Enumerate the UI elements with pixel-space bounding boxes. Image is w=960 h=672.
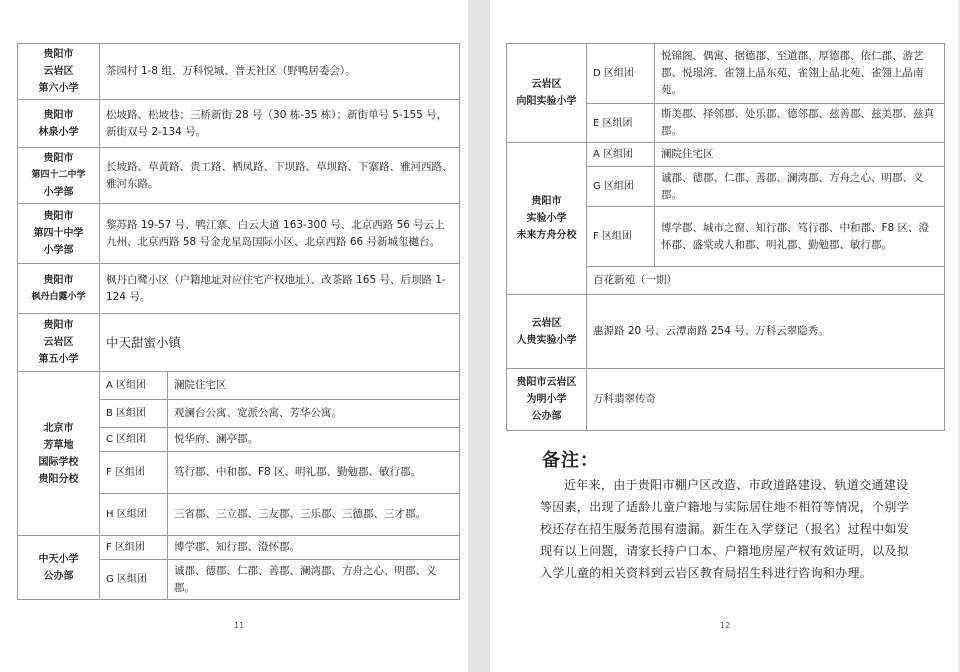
service-area: 诚郡、德郡、仁郡、善郡、澜湾郡、方舟之心、明郡、义郡。 xyxy=(655,167,945,207)
service-area: 黎苏路 19-57 号、鸭江寨、白云大道 163-300 号、北京西路 56 号云上九州、北京西路 58 号金龙星岛国际小区、北京西路 66 号新城玺樾台。 xyxy=(100,204,460,264)
group-label: F 区组团 xyxy=(100,536,168,560)
service-area: 笃行郡、中和郡、F8 区、明礼郡、勤勉郡、敏行郡。 xyxy=(168,452,460,494)
page-number: 11 xyxy=(234,621,245,630)
service-area: 松坡路、松坡巷；三桥新街 28 号（30 栋-35 栋）；新街单号 5-155 号，新街双号 2-134 号。 xyxy=(100,100,460,148)
school-name: 贵阳市 林泉小学 xyxy=(18,100,100,148)
service-area: 惠源路 20 号、云潭南路 254 号、万科云翠隐秀。 xyxy=(587,295,945,369)
group-label: H 区组团 xyxy=(100,494,168,536)
service-area: 斯美郡、择邻郡、处乐郡、德邻郡、兹善郡、兹美郡、兹真郡。 xyxy=(655,104,945,143)
service-area: 茶园村 1-8 组、万科悦城、普天社区（野鸭居委会）。 xyxy=(100,44,460,100)
school-name: 贵阳市云岩区 为明小学 公办部 xyxy=(507,369,587,431)
service-area: 诚郡、德郡、仁郡、善郡、澜湾郡、方舟之心、明郡、义郡。 xyxy=(168,560,460,600)
group-label: F 区组团 xyxy=(100,452,168,494)
right-school-table xyxy=(506,43,945,431)
group-label: C 区组团 xyxy=(100,428,168,452)
school-name: 贵阳市 实验小学 未来方舟分校 xyxy=(507,143,587,295)
school-name: 北京市 芳草地 国际学校 贵阳分校 xyxy=(18,372,100,536)
school-name: 贵阳市 枫丹白露小学 xyxy=(18,264,100,314)
notes-text: 近年来，由于贵阳市棚户区改造、市政道路建设、轨道交通建设等因素，出现了适龄儿童户籍地与实际居住地不相符等情况，个别学校还存在招生服务范围有遗漏。新生在入学登记（报名）过程中如发现有以上问题，请家长持户口本、户籍地房屋产权有效证明，以及拟入学儿童的相关资料到云岩区教育局招生科进行咨询和办理。 xyxy=(540,478,910,580)
service-area: 澜院住宅区 xyxy=(655,143,945,167)
page-number: 12 xyxy=(720,621,731,630)
left-school-table xyxy=(17,43,460,600)
table-row xyxy=(18,100,460,148)
service-area-extra: 百花新苑（一期） xyxy=(587,267,945,295)
notes-title: 备注： xyxy=(542,450,599,471)
group-label: D 区组团 xyxy=(587,44,655,104)
school-name: 中天小学 公办部 xyxy=(18,536,100,600)
table-row xyxy=(18,204,460,264)
group-label: G 区组团 xyxy=(100,560,168,600)
group-label: G 区组团 xyxy=(587,167,655,207)
table-row xyxy=(507,44,945,104)
service-area: 万科翡翠传奇 xyxy=(587,369,945,431)
service-area: 悦锦阁、偶寓、据德郡、至道郡、厚德郡、依仁郡、游艺郡、悦璟湾、雀翎上晶东苑、雀翎上晶北苑、雀翎上晶南苑。 xyxy=(655,44,945,104)
school-name: 贵阳市 云岩区 第五小学 xyxy=(18,314,100,372)
service-area: 中天甜蜜小镇 xyxy=(100,314,460,372)
school-name: 贵阳市 云岩区 第六小学 xyxy=(18,44,100,100)
group-label: A 区组团 xyxy=(100,372,168,400)
table-row xyxy=(507,369,945,431)
table-row xyxy=(18,148,460,204)
table-row xyxy=(18,536,460,560)
table-row xyxy=(507,295,945,369)
table-row xyxy=(18,264,460,314)
table-row xyxy=(18,44,460,100)
group-label: F 区组团 xyxy=(587,207,655,267)
school-name: 云岩区 向阳实验小学 xyxy=(507,44,587,143)
table-row xyxy=(18,314,460,372)
service-area: 博学郡、城市之窗、知行郡、笃行郡、中和郡、F8 区、澄怀郡、盛棠或人和郡、明礼郡、勤勉郡、敏行郡。 xyxy=(655,207,945,267)
service-area: 长坡路、草黄路、贵工路、栖凤路、下坝路、草坝路、下寨路、雅河西路、雅河东路。 xyxy=(100,148,460,204)
group-label: A 区组团 xyxy=(587,143,655,167)
school-name: 云岩区 人贵实验小学 xyxy=(507,295,587,369)
table-row xyxy=(18,372,460,400)
school-name: 贵阳市 第四十二中学 小学部 xyxy=(18,148,100,204)
page-gap xyxy=(468,0,490,672)
service-area: 澜院住宅区 xyxy=(168,372,460,400)
school-name: 贵阳市 第四十中学 小学部 xyxy=(18,204,100,264)
group-label: E 区组团 xyxy=(587,104,655,143)
service-area: 三省郡、三立郡、三友郡、三乐郡、三德郡、三才郡。 xyxy=(168,494,460,536)
service-area: 观澜台公寓、宽派公寓、芳华公寓。 xyxy=(168,400,460,428)
group-label: B 区组团 xyxy=(100,400,168,428)
service-area: 枫丹白鹭小区（户籍地址对应住宅产权地址）、改茶路 165 号、后坝路 1-124 号。 xyxy=(100,264,460,314)
service-area: 博学郡、知行郡、澄怀郡。 xyxy=(168,536,460,560)
service-area: 悦华府、澜亭郡。 xyxy=(168,428,460,452)
table-row xyxy=(507,143,945,167)
